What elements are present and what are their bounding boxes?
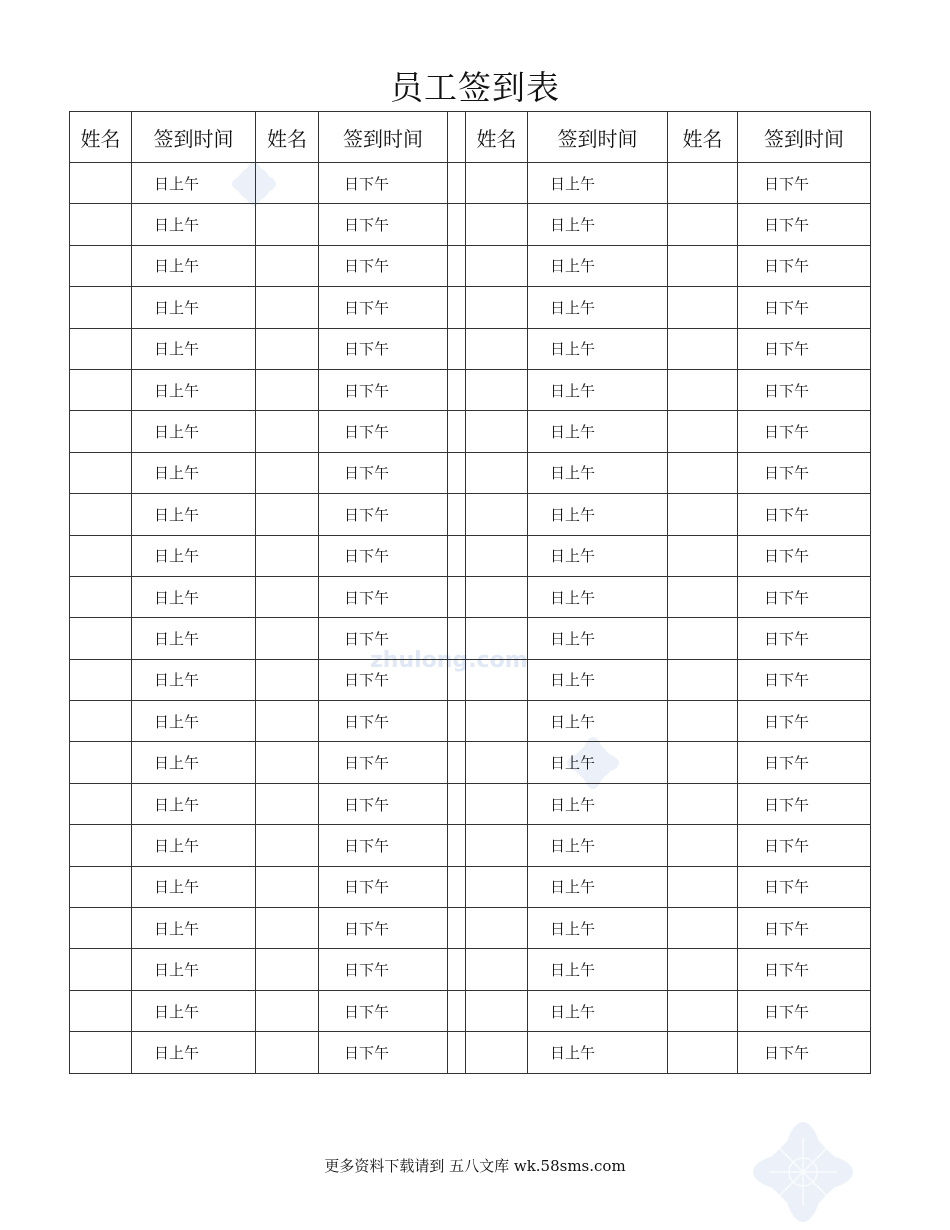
name-cell[interactable] [256, 659, 319, 700]
time-cell-afternoon: 日下午 [319, 494, 448, 535]
time-cell-afternoon: 日下午 [319, 742, 448, 783]
time-cell-morning: 日上午 [132, 618, 256, 659]
time-cell-morning: 日上午 [132, 1032, 256, 1073]
name-cell[interactable] [256, 866, 319, 907]
name-cell[interactable] [70, 245, 132, 286]
table-row [70, 369, 871, 410]
name-cell[interactable] [256, 369, 319, 410]
time-cell-morning: 日上午 [528, 535, 668, 576]
name-cell[interactable] [256, 783, 319, 824]
time-cell-morning: 日上午 [132, 452, 256, 493]
time-cell-afternoon: 日下午 [738, 163, 871, 204]
name-cell[interactable] [70, 452, 132, 493]
gap-cell [448, 452, 466, 493]
name-cell[interactable] [466, 742, 528, 783]
time-cell-afternoon: 日下午 [319, 245, 448, 286]
name-cell[interactable] [256, 535, 319, 576]
time-cell-afternoon: 日下午 [738, 287, 871, 328]
table-row [70, 701, 871, 742]
watermark-text: zhulong.com [370, 648, 528, 673]
time-cell-afternoon: 日下午 [738, 328, 871, 369]
time-cell-morning: 日上午 [132, 163, 256, 204]
name-cell[interactable] [668, 618, 738, 659]
name-cell[interactable] [256, 618, 319, 659]
time-cell-morning: 日上午 [528, 701, 668, 742]
name-cell[interactable] [70, 494, 132, 535]
gap-cell [448, 659, 466, 700]
name-cell[interactable] [256, 328, 319, 369]
name-cell[interactable] [668, 783, 738, 824]
time-cell-morning: 日上午 [528, 576, 668, 617]
time-cell-afternoon: 日下午 [738, 908, 871, 949]
name-cell[interactable] [70, 659, 132, 700]
name-cell[interactable] [466, 163, 528, 204]
time-cell-morning: 日上午 [132, 494, 256, 535]
name-cell[interactable] [668, 1032, 738, 1073]
time-cell-morning: 日上午 [132, 411, 256, 452]
name-cell[interactable] [70, 949, 132, 990]
table-row [70, 576, 871, 617]
name-cell[interactable] [256, 701, 319, 742]
name-cell[interactable] [466, 866, 528, 907]
name-cell[interactable] [466, 369, 528, 410]
time-cell-afternoon: 日下午 [319, 287, 448, 328]
table-row [70, 908, 871, 949]
time-cell-afternoon: 日下午 [319, 949, 448, 990]
name-cell[interactable] [70, 369, 132, 410]
name-cell[interactable] [256, 576, 319, 617]
gap-cell [448, 287, 466, 328]
time-cell-morning: 日上午 [528, 866, 668, 907]
name-cell[interactable] [256, 990, 319, 1031]
table-row [70, 659, 871, 700]
name-cell[interactable] [466, 576, 528, 617]
time-cell-morning: 日上午 [132, 369, 256, 410]
time-cell-morning: 日上午 [132, 825, 256, 866]
time-cell-morning: 日上午 [132, 990, 256, 1031]
name-cell[interactable] [668, 908, 738, 949]
time-cell-morning: 日上午 [528, 825, 668, 866]
time-cell-morning: 日上午 [132, 783, 256, 824]
time-cell-morning: 日上午 [528, 245, 668, 286]
footer-note: 更多资料下载请到 五八文库 wk.58sms.com [324, 1157, 626, 1175]
table-row [70, 411, 871, 452]
time-cell-morning: 日上午 [528, 742, 668, 783]
name-cell[interactable] [256, 908, 319, 949]
name-cell[interactable] [668, 949, 738, 990]
time-cell-afternoon: 日下午 [738, 783, 871, 824]
time-cell-afternoon: 日下午 [319, 990, 448, 1031]
name-cell[interactable] [466, 287, 528, 328]
name-cell[interactable] [70, 204, 132, 245]
time-cell-afternoon: 日下午 [319, 908, 448, 949]
gap-cell [448, 411, 466, 452]
sign-in-table [69, 111, 871, 1074]
name-cell[interactable] [466, 204, 528, 245]
table-row [70, 783, 871, 824]
header-time-1: 签到时间 [132, 112, 256, 163]
time-cell-afternoon: 日下午 [319, 535, 448, 576]
time-cell-morning: 日上午 [132, 701, 256, 742]
name-cell[interactable] [70, 163, 132, 204]
name-cell[interactable] [668, 452, 738, 493]
time-cell-afternoon: 日下午 [738, 990, 871, 1031]
name-cell[interactable] [256, 825, 319, 866]
time-cell-afternoon: 日下午 [319, 618, 448, 659]
name-cell[interactable] [256, 411, 319, 452]
time-cell-afternoon: 日下午 [738, 535, 871, 576]
name-cell[interactable] [668, 825, 738, 866]
name-cell[interactable] [70, 908, 132, 949]
table-row [70, 494, 871, 535]
time-cell-afternoon: 日下午 [319, 825, 448, 866]
name-cell[interactable] [466, 1032, 528, 1073]
time-cell-afternoon: 日下午 [738, 411, 871, 452]
time-cell-morning: 日上午 [528, 1032, 668, 1073]
name-cell[interactable] [668, 163, 738, 204]
name-cell[interactable] [256, 204, 319, 245]
table-row [70, 204, 871, 245]
time-cell-morning: 日上午 [528, 949, 668, 990]
gap-cell [448, 949, 466, 990]
time-cell-afternoon: 日下午 [738, 659, 871, 700]
time-cell-afternoon: 日下午 [738, 369, 871, 410]
name-cell[interactable] [70, 701, 132, 742]
name-cell[interactable] [70, 535, 132, 576]
gap-cell [448, 1032, 466, 1073]
page-title: 员工签到表 [390, 68, 560, 107]
name-cell[interactable] [70, 411, 132, 452]
name-cell[interactable] [668, 701, 738, 742]
name-cell[interactable] [466, 908, 528, 949]
name-cell[interactable] [256, 287, 319, 328]
time-cell-afternoon: 日下午 [319, 576, 448, 617]
gap-cell [448, 783, 466, 824]
table-row [70, 163, 871, 204]
name-cell[interactable] [466, 659, 528, 700]
time-cell-afternoon: 日下午 [319, 452, 448, 493]
time-cell-afternoon: 日下午 [319, 328, 448, 369]
time-cell-morning: 日上午 [528, 411, 668, 452]
name-cell[interactable] [668, 245, 738, 286]
header-name-4: 姓名 [668, 112, 738, 163]
time-cell-morning: 日上午 [132, 659, 256, 700]
gap-cell [448, 535, 466, 576]
header-gap [448, 112, 466, 163]
name-cell[interactable] [466, 825, 528, 866]
name-cell[interactable] [466, 783, 528, 824]
time-cell-morning: 日上午 [132, 949, 256, 990]
name-cell[interactable] [668, 369, 738, 410]
gap-cell [448, 245, 466, 286]
time-cell-afternoon: 日下午 [738, 494, 871, 535]
time-cell-afternoon: 日下午 [738, 701, 871, 742]
table-row [70, 949, 871, 990]
table-row [70, 990, 871, 1031]
header-time-4: 签到时间 [738, 112, 871, 163]
time-cell-morning: 日上午 [528, 618, 668, 659]
name-cell[interactable] [70, 328, 132, 369]
time-cell-morning: 日上午 [528, 783, 668, 824]
time-cell-morning: 日上午 [528, 163, 668, 204]
time-cell-morning: 日上午 [528, 328, 668, 369]
time-cell-morning: 日上午 [132, 245, 256, 286]
table-row [70, 742, 871, 783]
time-cell-morning: 日上午 [132, 742, 256, 783]
table-row [70, 287, 871, 328]
name-cell[interactable] [466, 494, 528, 535]
name-cell[interactable] [668, 411, 738, 452]
gap-cell [448, 742, 466, 783]
time-cell-morning: 日上午 [528, 990, 668, 1031]
header-name-3: 姓名 [466, 112, 528, 163]
time-cell-afternoon: 日下午 [738, 576, 871, 617]
time-cell-morning: 日上午 [132, 535, 256, 576]
time-cell-morning: 日上午 [132, 908, 256, 949]
name-cell[interactable] [668, 494, 738, 535]
table-body [70, 163, 871, 1074]
table-row [70, 245, 871, 286]
name-cell[interactable] [70, 576, 132, 617]
name-cell[interactable] [668, 204, 738, 245]
gap-cell [448, 618, 466, 659]
time-cell-afternoon: 日下午 [738, 866, 871, 907]
name-cell[interactable] [70, 618, 132, 659]
time-cell-morning: 日上午 [528, 452, 668, 493]
name-cell[interactable] [256, 452, 319, 493]
header-time-3: 签到时间 [528, 112, 668, 163]
table-row [70, 452, 871, 493]
gap-cell [448, 328, 466, 369]
header-time-2: 签到时间 [319, 112, 448, 163]
time-cell-afternoon: 日下午 [738, 1032, 871, 1073]
gap-cell [448, 908, 466, 949]
time-cell-afternoon: 日下午 [738, 742, 871, 783]
table-row [70, 1032, 871, 1073]
time-cell-afternoon: 日下午 [738, 949, 871, 990]
name-cell[interactable] [70, 866, 132, 907]
time-cell-morning: 日上午 [528, 369, 668, 410]
name-cell[interactable] [466, 452, 528, 493]
name-cell[interactable] [668, 990, 738, 1031]
table-row [70, 535, 871, 576]
name-cell[interactable] [466, 535, 528, 576]
time-cell-morning: 日上午 [132, 576, 256, 617]
table-row [70, 618, 871, 659]
time-cell-afternoon: 日下午 [319, 411, 448, 452]
time-cell-morning: 日上午 [528, 494, 668, 535]
time-cell-afternoon: 日下午 [319, 369, 448, 410]
time-cell-afternoon: 日下午 [319, 659, 448, 700]
name-cell[interactable] [256, 163, 319, 204]
gap-cell [448, 369, 466, 410]
time-cell-afternoon: 日下午 [319, 204, 448, 245]
gap-cell [448, 866, 466, 907]
time-cell-morning: 日上午 [528, 908, 668, 949]
gap-cell [448, 825, 466, 866]
time-cell-morning: 日上午 [528, 204, 668, 245]
time-cell-afternoon: 日下午 [738, 204, 871, 245]
time-cell-afternoon: 日下午 [738, 825, 871, 866]
name-cell[interactable] [70, 825, 132, 866]
name-cell[interactable] [466, 701, 528, 742]
name-cell[interactable] [256, 1032, 319, 1073]
name-cell[interactable] [466, 949, 528, 990]
time-cell-afternoon: 日下午 [738, 245, 871, 286]
time-cell-afternoon: 日下午 [319, 163, 448, 204]
gap-cell [448, 204, 466, 245]
gap-cell [448, 494, 466, 535]
time-cell-afternoon: 日下午 [319, 866, 448, 907]
time-cell-afternoon: 日下午 [319, 701, 448, 742]
gap-cell [448, 576, 466, 617]
time-cell-morning: 日上午 [132, 866, 256, 907]
gap-cell [448, 163, 466, 204]
name-cell[interactable] [668, 576, 738, 617]
name-cell[interactable] [70, 742, 132, 783]
time-cell-morning: 日上午 [528, 659, 668, 700]
table-row [70, 866, 871, 907]
time-cell-morning: 日上午 [132, 328, 256, 369]
name-cell[interactable] [70, 1032, 132, 1073]
time-cell-morning: 日上午 [132, 287, 256, 328]
gap-cell [448, 990, 466, 1031]
name-cell[interactable] [668, 742, 738, 783]
time-cell-afternoon: 日下午 [319, 1032, 448, 1073]
name-cell[interactable] [466, 411, 528, 452]
table-row [70, 825, 871, 866]
time-cell-afternoon: 日下午 [319, 783, 448, 824]
name-cell[interactable] [466, 618, 528, 659]
name-cell[interactable] [256, 245, 319, 286]
name-cell[interactable] [256, 949, 319, 990]
time-cell-afternoon: 日下午 [738, 452, 871, 493]
name-cell[interactable] [256, 494, 319, 535]
time-cell-afternoon: 日下午 [738, 618, 871, 659]
name-cell[interactable] [668, 535, 738, 576]
name-cell[interactable] [668, 659, 738, 700]
name-cell[interactable] [256, 742, 319, 783]
name-cell[interactable] [668, 328, 738, 369]
header-name-1: 姓名 [70, 112, 132, 163]
time-cell-morning: 日上午 [132, 204, 256, 245]
time-cell-morning: 日上午 [528, 287, 668, 328]
name-cell[interactable] [668, 287, 738, 328]
gap-cell [448, 701, 466, 742]
name-cell[interactable] [70, 287, 132, 328]
table-row [70, 328, 871, 369]
header-row [70, 112, 871, 163]
name-cell[interactable] [466, 990, 528, 1031]
header-name-2: 姓名 [256, 112, 319, 163]
name-cell[interactable] [70, 990, 132, 1031]
name-cell[interactable] [70, 783, 132, 824]
name-cell[interactable] [466, 245, 528, 286]
name-cell[interactable] [466, 328, 528, 369]
name-cell[interactable] [668, 866, 738, 907]
